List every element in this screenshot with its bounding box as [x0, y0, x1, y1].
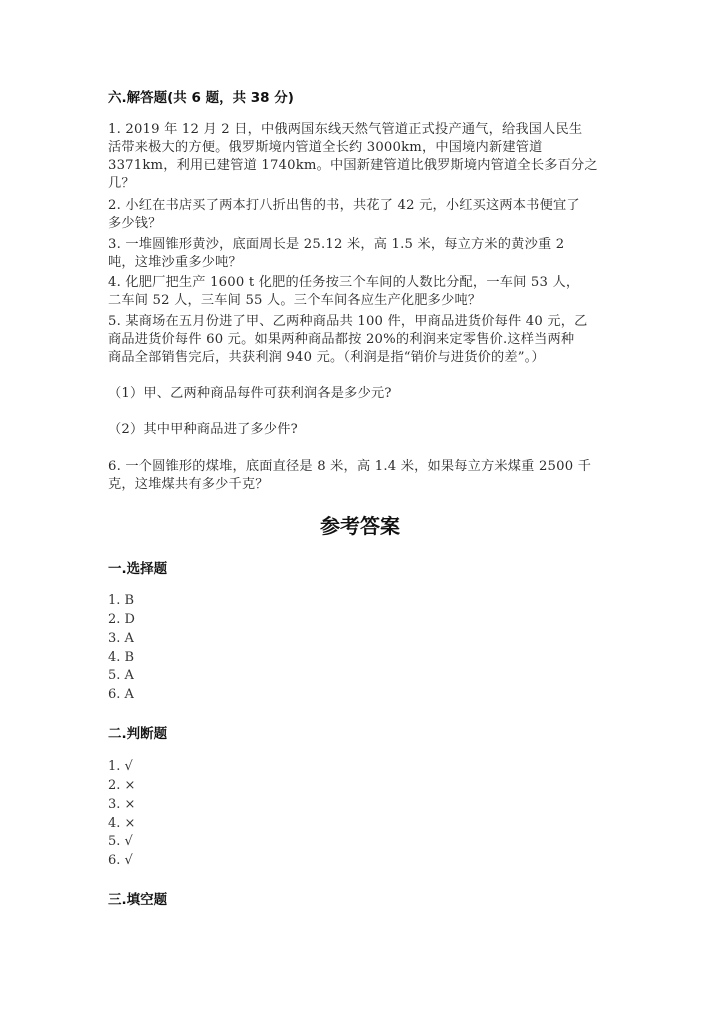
section-heading-true-false: 二.判断题	[108, 726, 168, 742]
judge-answer-5: 5. √	[108, 834, 133, 849]
question-1-line-3: 3371km，利用已建管道 1740km。中国新建管道比俄罗斯境内管道全长多百分之	[108, 158, 598, 173]
question-4-line-2: 二车间 52 人，三车间 55 人。三个车间各应生产化肥多少吨？	[108, 293, 482, 308]
question-6-line-2: 克，这堆煤共有多少千克？	[108, 477, 269, 492]
question-5-line-2: 商品进货价每件 60 元。如果两种商品都按 20%的利润来定零售价.这样当两种	[108, 332, 575, 347]
choice-answer-4: 4. B	[108, 650, 135, 665]
question-4-line-1: 4. 化肥厂把生产 1600 t 化肥的任务按三个车间的人数比分配，一车间 53 人，	[108, 275, 580, 290]
judge-answer-4: 4. ×	[108, 816, 136, 831]
judge-answer-1: 1. √	[108, 759, 133, 774]
question-3-line-1: 3. 一堆圆锥形黄沙，底面周长是 25.12 米，高 1.5 米，每立方米的黄沙重 2	[108, 237, 565, 252]
question-6-line-1: 6. 一个圆锥形的煤堆，底面直径是 8 米，高 1.4 米，如果每立方米煤重 2500 千	[108, 459, 592, 474]
question-1-line-1: 1. 2019 年 12 月 2 日，中俄两国东线天然气管道正式投产通气，给我国人民生	[108, 122, 583, 137]
question-1-line-2: 活带来极大的方便。俄罗斯境内管道全长约 3000km，中国境内新建管道	[108, 140, 543, 155]
choice-answer-3: 3. A	[108, 631, 134, 646]
answer-key-title: 参考答案	[320, 514, 400, 538]
judge-answer-2: 2. ×	[108, 778, 136, 793]
question-1-line-4: 几？	[108, 176, 135, 191]
choice-answer-6: 6. A	[108, 687, 134, 702]
judge-answer-3: 3. ×	[108, 797, 136, 812]
question-5-line-1: 5. 某商场在五月份进了甲、乙两种商品共 100 件，甲商品进货价每件 40 元，乙	[108, 314, 588, 329]
question-2-line-1: 2. 小红在书店买了两本打八折出售的书，共花了 42 元，小红买这两本书便宜了	[108, 198, 580, 213]
section-heading-answer-questions: 六.解答题(共 6 题，共 38 分)	[108, 90, 294, 106]
choice-answer-2: 2. D	[108, 612, 135, 627]
judge-answer-6: 6. √	[108, 853, 133, 868]
choice-answer-5: 5. A	[108, 668, 134, 683]
question-5-sub-1: （1）甲、乙两种商品每件可获利润各是多少元?	[108, 386, 392, 401]
choice-answer-1: 1. B	[108, 593, 135, 608]
section-heading-multiple-choice: 一.选择题	[108, 561, 168, 577]
question-5-line-3: 商品全部销售完后，共获利润 940 元。（利润是指“销价与进货价的差”。）	[108, 350, 545, 365]
question-3-line-2: 吨，这堆沙重多少吨？	[108, 255, 242, 270]
question-2-line-2: 多少钱？	[108, 216, 162, 231]
question-5-sub-2: （2）其中甲种商品进了多少件?	[108, 422, 298, 437]
section-heading-fill-in-blank: 三.填空题	[108, 892, 168, 908]
